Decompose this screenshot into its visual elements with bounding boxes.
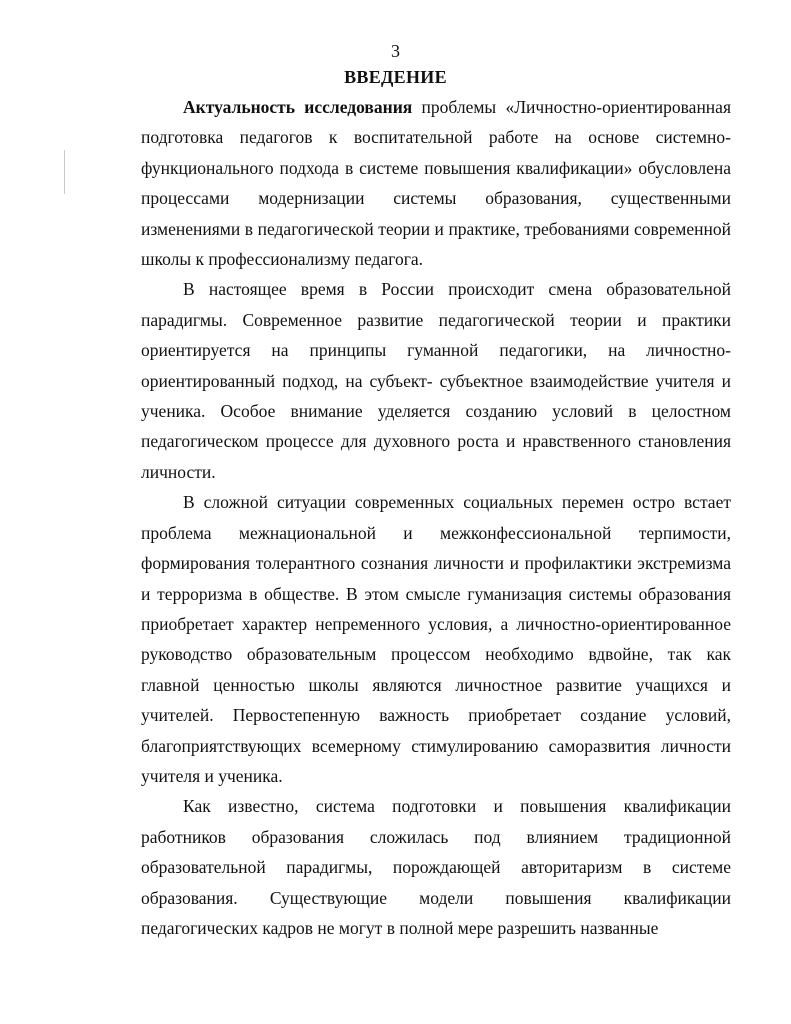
paragraph-training-system: Как известно, система подготовки и повышения квалификации работников образования сложилась под влиянием традиционной образовательной парадигмы, порождающей авторитаризм в системе образования. Существующие модели повышения квалификации педагогических кадров не могут в полной мере разрешить названные [141, 796, 731, 938]
margin-scan-mark [64, 150, 65, 194]
paragraph-lead: Актуальность исследования [183, 97, 413, 117]
section-title: ВВЕДЕНИЕ [344, 67, 447, 87]
body-text [141, 92, 731, 943]
paragraph-paradigm: В настоящее время в России происходит смена образовательной парадигмы. Современное развитие педагогической теории и практики ориентируется на принципы гуманной педагогики, на личностно-ориентированный подход, на субъект- субъектное взаимодействие учителя и ученика. Особое внимание уделяется созданию условий в целостном педагогическом процессе для духовного роста и нравственного становления личности. [141, 279, 731, 482]
paragraph-text: проблемы «Личностно-ориентированная подготовка педагогов к воспитательной работе на основе системно-функционального подхода в системе повышения квалификации» обусловлена процессами модернизации системы образования, существенными изменениями в педагогической теории и практике, требованиями современной школы к профессионализму педагога. [141, 97, 731, 270]
paragraph-relevance [141, 92, 731, 274]
page-number: 3 [391, 41, 400, 61]
paragraph-social-changes: В сложной ситуации современных социальных перемен остро встает проблема межнациональной и межконфессиональной терпимости, формирования толерантного сознания личности и профилактики экстремизма и терроризма в обществе. В этом смысле гуманизация системы образования приобретает характер непременного условия, а личностно-ориентированное руководство образовательным процессом необходимо вдвойне, так как главной ценностью школы являются личностное развитие учащихся и учителей. Первостепенную важность приобретает создание условий, благоприятствующих всемерному стимулированию саморазвития личности учителя и ученика. [141, 492, 731, 786]
